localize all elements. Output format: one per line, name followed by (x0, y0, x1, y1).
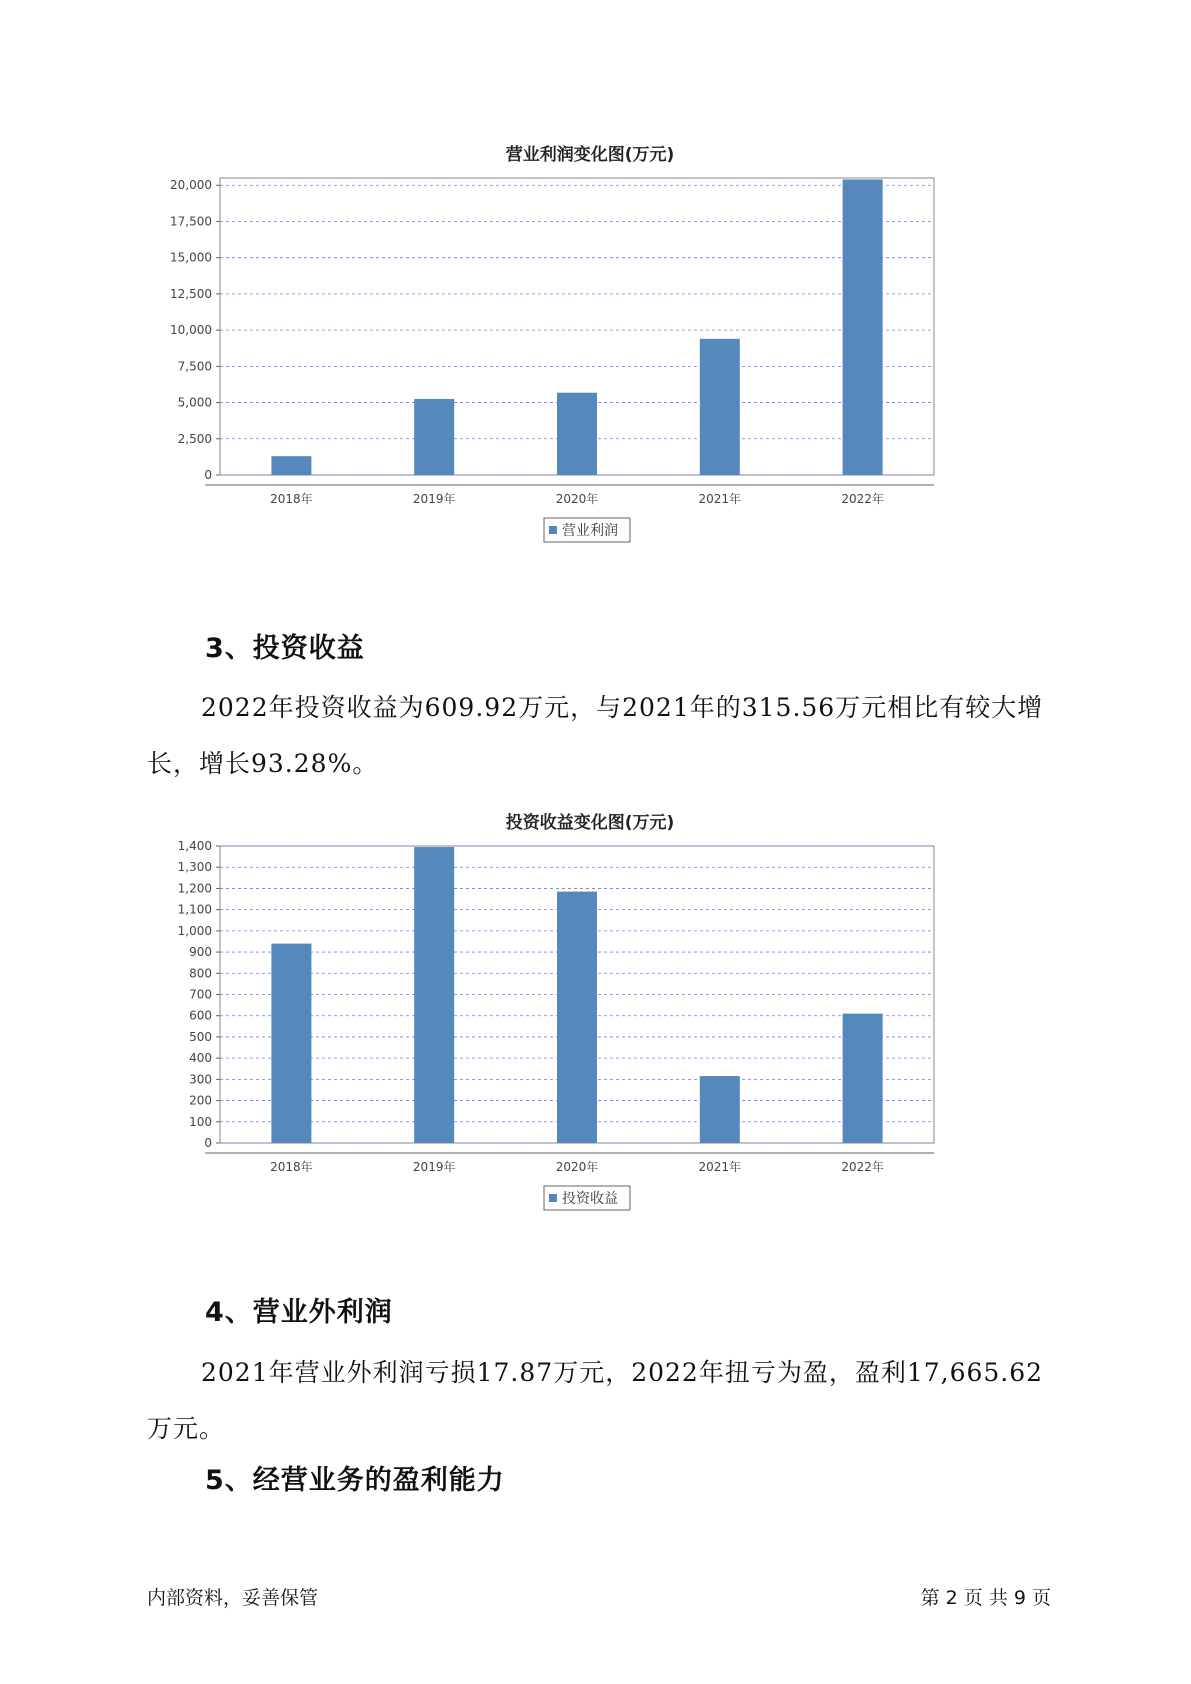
y-tick-label: 500 (189, 1029, 212, 1044)
x-tick-label: 2022年 (841, 492, 884, 506)
y-tick-label: 100 (189, 1114, 212, 1129)
section-text-non-operating-profit: 2021年营业外利润亏损17.87万元，2022年扭亏为盈，盈利17,665.62万元。 (147, 1358, 1044, 1443)
y-tick-label: 2,500 (177, 431, 212, 446)
y-tick-label: 15,000 (170, 250, 212, 265)
footer-page-number: 第 2 页 共 9 页 (920, 1587, 1051, 1609)
bar (843, 1014, 883, 1143)
y-tick-label: 1,200 (177, 881, 212, 896)
y-tick-label: 900 (189, 945, 212, 960)
y-tick-label: 0 (204, 468, 212, 482)
y-tick-label: 1,000 (177, 923, 212, 938)
legend-label: 投资收益 (562, 1191, 618, 1207)
bar (843, 179, 883, 475)
y-tick-label: 7,500 (177, 359, 212, 374)
y-tick-label: 12,500 (170, 286, 212, 301)
chart-title: 营业利润变化图(万元) (505, 145, 675, 165)
chart-svg (160, 838, 1020, 1278)
bar (700, 339, 740, 475)
legend-swatch (549, 1194, 557, 1202)
x-tick-label: 2018年 (270, 492, 313, 506)
section-heading-non-operating-profit: 4、营业外利润 (205, 1297, 393, 1328)
y-tick-label: 1,300 (177, 860, 212, 875)
x-tick-label: 2020年 (555, 492, 599, 506)
x-tick-label: 2018年 (270, 1160, 313, 1174)
bar (271, 944, 311, 1143)
chart-title: 投资收益变化图(万元) (505, 813, 675, 833)
chart-svg (160, 170, 1020, 610)
chart-investment-income (160, 808, 1020, 1268)
x-tick-label: 2019年 (412, 492, 456, 506)
x-tick-label: 2020年 (555, 1160, 599, 1174)
y-tick-label: 800 (189, 966, 212, 981)
bar (700, 1076, 740, 1143)
legend-label: 营业利润 (562, 523, 618, 539)
x-tick-label: 2021年 (698, 1160, 742, 1174)
bar (557, 393, 597, 475)
bar (414, 399, 454, 475)
chart-operating-profit (160, 140, 1020, 600)
section-heading-investment-income: 3、投资收益 (205, 633, 365, 664)
bar (271, 456, 311, 475)
y-tick-label: 1,100 (177, 902, 212, 917)
y-tick-label: 20,000 (170, 178, 212, 193)
y-tick-label: 17,500 (170, 214, 212, 229)
y-tick-label: 300 (189, 1072, 212, 1087)
section-text-investment-income: 2022年投资收益为609.92万元，与2021年的315.56万元相比有较大增长，增长93.28%。 (147, 693, 1044, 778)
y-tick-label: 200 (189, 1093, 212, 1108)
footer-confidential: 内部资料，妥善保管 (147, 1587, 319, 1609)
y-tick-label: 0 (204, 1136, 212, 1150)
y-tick-label: 700 (189, 987, 212, 1002)
section-heading-profitability: 5、经营业务的盈利能力 (205, 1465, 505, 1496)
y-tick-label: 5,000 (177, 395, 212, 410)
bar (414, 847, 454, 1143)
y-tick-label: 600 (189, 1008, 212, 1023)
x-tick-label: 2019年 (412, 1160, 456, 1174)
y-tick-label: 10,000 (170, 323, 212, 338)
x-tick-label: 2021年 (698, 492, 742, 506)
x-tick-label: 2022年 (841, 1160, 884, 1174)
y-tick-label: 400 (189, 1051, 212, 1066)
bar (557, 892, 597, 1143)
legend-swatch (549, 526, 557, 534)
y-tick-label: 1,400 (177, 839, 212, 853)
